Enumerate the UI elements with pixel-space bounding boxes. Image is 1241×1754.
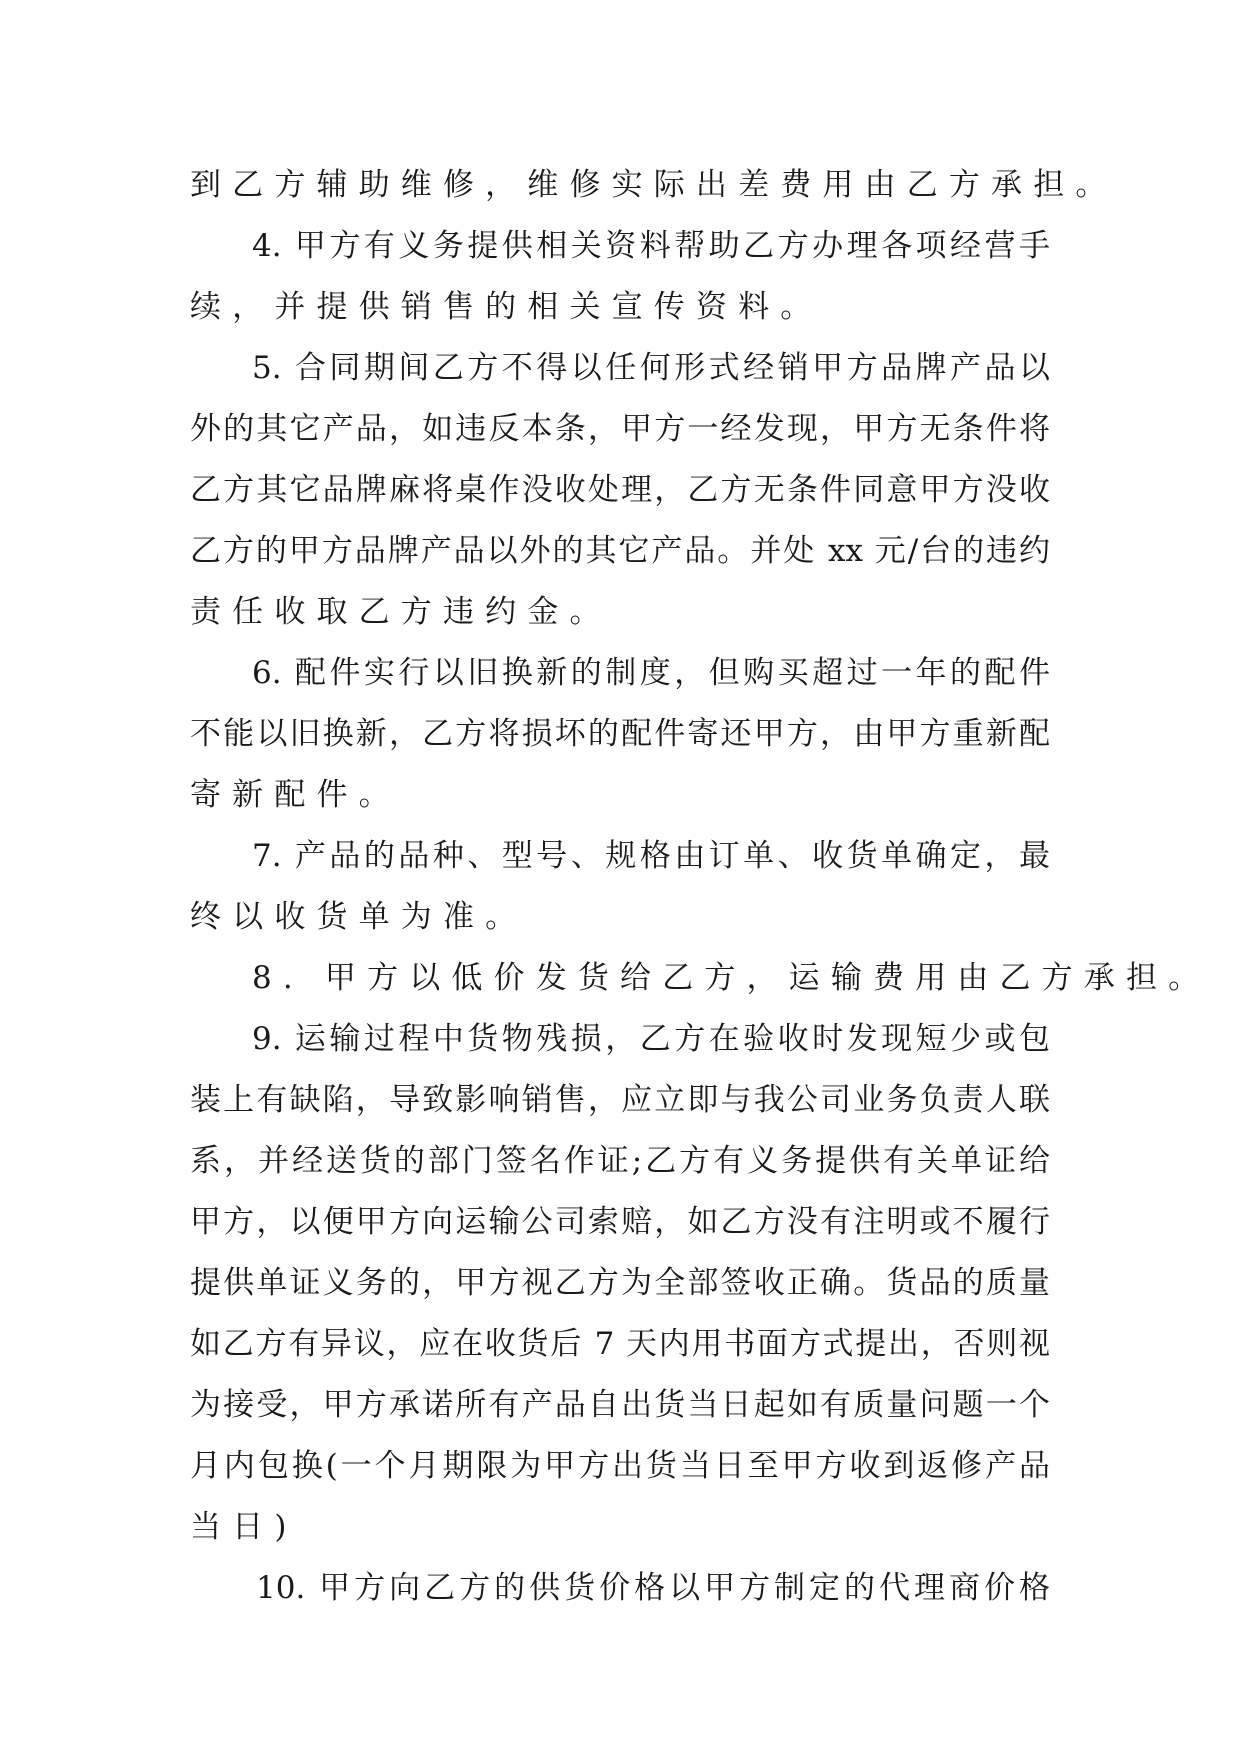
- clause-9-line-2: 装上有缺陷，导致影响销售，应立即与我公司业务负责人联: [190, 1082, 1050, 1118]
- clause-9-line-1: 9. 运输过程中货物残损，乙方在验收时发现短少或包: [252, 1021, 1050, 1057]
- clause-9-line-6: 如乙方有异议，应在收货后 7 天内用书面方式提出，否则视: [190, 1326, 1050, 1362]
- clause-6-line-3: 寄新配件。: [190, 777, 401, 813]
- clause-8-line-1: 8. 甲方以低价发货给乙方，运输费用由乙方承担。: [252, 960, 1211, 996]
- clause-9-line-4: 甲方，以便甲方向运输公司索赔，如乙方没有注明或不履行: [190, 1204, 1050, 1240]
- clause-5-line-3: 乙方其它品牌麻将桌作没收处理，乙方无条件同意甲方没收: [190, 472, 1050, 508]
- clause-10-line-1: 10. 甲方向乙方的供货价格以甲方制定的代理商价格: [256, 1570, 1050, 1606]
- clause-5-line-4: 乙方的甲方品牌产品以外的其它产品。并处 xx 元/台的违约: [190, 533, 1050, 569]
- clause-9-line-9: 当日): [190, 1509, 298, 1545]
- clause-4-line-1: 4. 甲方有义务提供相关资料帮助乙方办理各项经营手: [252, 228, 1050, 264]
- clause-6-line-1: 6. 配件实行以旧换新的制度，但购买超过一年的配件: [252, 655, 1050, 691]
- clause-7-line-2: 终以收货单为准。: [190, 899, 528, 935]
- clause-9-line-5: 提供单证义务的，甲方视乙方为全部签收正确。货品的质量: [190, 1265, 1050, 1301]
- clause-9-line-8: 月内包换(一个月期限为甲方出货当日至甲方收到返修产品: [190, 1448, 1050, 1484]
- clause-9-line-3: 系，并经送货的部门签名作证;乙方有义务提供有关单证给: [190, 1143, 1050, 1179]
- clause-5-line-2: 外的其它产品，如违反本条，甲方一经发现，甲方无条件将: [190, 411, 1050, 447]
- clause-6-line-2: 不能以旧换新，乙方将损坏的配件寄还甲方，由甲方重新配: [190, 716, 1050, 752]
- clause-4-line-2: 续，并提供销售的相关宣传资料。: [190, 289, 823, 325]
- clause-5-line-5: 责任收取乙方违约金。: [190, 594, 612, 630]
- clause-7-line-1: 7. 产品的品种、型号、规格由订单、收货单确定，最: [252, 838, 1050, 874]
- clause-5-line-1: 5. 合同期间乙方不得以任何形式经销甲方品牌产品以: [252, 350, 1050, 386]
- text-line: 到乙方辅助维修，维修实际出差费用由乙方承担。: [190, 167, 1118, 203]
- document-page: [190, 155, 1211, 1619]
- clause-9-line-7: 为接受，甲方承诺所有产品自出货当日起如有质量问题一个: [190, 1387, 1050, 1423]
